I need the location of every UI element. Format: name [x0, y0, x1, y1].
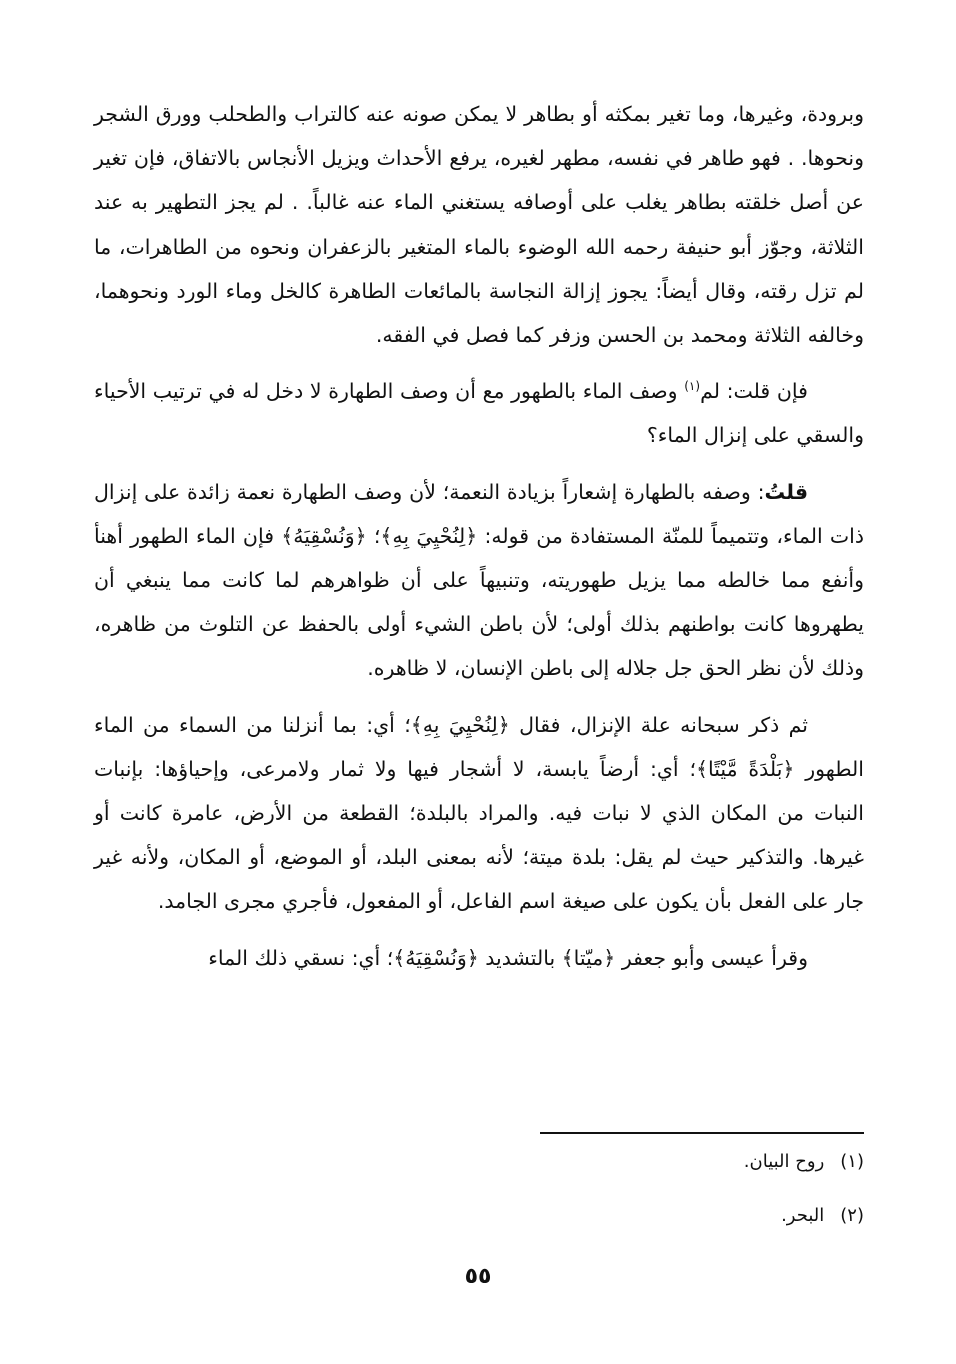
paragraph-5-text-c: ؛ أي: نسقي ذلك الماء	[208, 945, 394, 970]
paragraph-2	[94, 369, 864, 457]
paragraph-3	[94, 470, 864, 691]
paragraph-4-text-b: ؛ أي: بما أنزلنا من السماء من الماء الطهور	[94, 712, 864, 781]
quran-quote: ﴿لِنُحْيِيَ بِهِ﴾	[410, 712, 510, 737]
paragraph-3-text-b: ؛	[366, 523, 381, 548]
paragraph-1	[94, 92, 864, 357]
quran-quote: ﴿ميّتا﴾	[561, 945, 616, 970]
footnote-divider	[540, 1132, 864, 1134]
paragraph-1-text: وبرودة، وغيرها، وما تغير بمكثه أو بطاهر لا يمكن صونه عنه كالتراب والطحلب وورق الشجر ونحوها. . فهو طاهر في نفسه، مطهر لغيره، يرفع الأحداث ويزيل الأنجاس بالاتفاق، فإن تغير عن أصل خلقته بطاهر يغلب على أوصافه يستغني الماء عنه غالباً. . لم يجز التطهير به عند الثلاثة، وجوّز أبو حنيفة رحمه الله الوضوء بالماء المتغير بالزعفران ونحوه من الطاهرات، ما لم تزل رقته، وقال أيضاً: يجوز إزالة النجاسة بالمائعات الطاهرة كالخل وماء الورد ونحوهما، وخالفه الثلاثة ومحمد بن الحسن وزفر كما فصل في الفقه.	[94, 102, 864, 348]
footnote-2	[94, 1200, 864, 1232]
quran-quote: ﴿وَنُسْقِيَهُ﴾	[281, 523, 367, 548]
paragraph-3-lead: قلتُ	[764, 479, 808, 504]
paragraph-4-text-a: ثم ذكر سبحانه علة الإنزال، فقال	[509, 712, 808, 737]
footnotes	[94, 1146, 864, 1254]
footnote-1	[94, 1146, 864, 1178]
footnote-number: (١)	[840, 1151, 864, 1172]
paragraph-5	[94, 936, 864, 980]
paragraph-5-text-a: وقرأ عيسى وأبو جعفر	[615, 945, 808, 970]
page-number: ٥٥	[464, 1264, 492, 1289]
footnote-number: (٢)	[840, 1205, 864, 1226]
paragraph-2-text-b: وصف الماء بالطهور مع أن وصف الطهارة لا دخل له في ترتيب الأحياء والسقي على إنزال الماء؟	[94, 379, 864, 448]
paragraph-5-text-b: بالتشديد	[478, 945, 562, 970]
paragraph-3-text-c: فإن الماء الطهور أهنأ وأنفع مما خالطه مما يزيل طهوريته، وتنبيهاً على أن ظواهرهم لما كانت مما ينبغي أن يطهروها كانت بواطنهم بذلك أولى؛ لأن باطن الشيء أولى بالحفظ عن التلوث من ظاهره، وذلك لأن نظر الحق جل جلاله إلى باطن الإنسان، لا ظاهره.	[94, 523, 864, 681]
paragraph-4	[94, 703, 864, 924]
paragraph-3-text-a: : وصفه بالطهارة إشعاراً بزيادة النعمة؛ لأن وصف الطهارة نعمة زائدة على إنزال ذات الماء، وتتميماً للمنّة المستفادة من قوله:	[94, 479, 864, 548]
paragraph-4-text-c: ؛ أي: أرضاً يابسة، لا أشجار فيها ولا ثمار ولامرعى، وإحياؤها: بإنبات النبات من المكان الذي لا نبات فيه. والمراد بالبلدة؛ القطعة من الأرض، عامرة كانت أو غيرها. والتذكير حيث لم يقل: بلدة ميتة؛ لأنه بمعنى البلد، أو الموضع، أو المكان، ولأنه غير جار على الفعل بأن يكون على صيغة اسم الفاعل، أو المفعول، فأجري مجرى الجامد.	[94, 756, 864, 914]
main-text	[94, 92, 864, 992]
quran-quote: ﴿وَنُسْقِيَهُ﴾	[393, 945, 479, 970]
footnote-ref-1: (١)	[684, 379, 701, 394]
footnote-text: روح البيان.	[743, 1151, 825, 1172]
quran-quote: ﴿بَلْدَةً مَّيْتًا﴾	[695, 756, 795, 781]
footnote-text: البحر.	[781, 1205, 825, 1226]
quran-quote: ﴿لِنُحْيِيَ بِهِ﴾	[380, 523, 478, 548]
paragraph-2-text-a: فإن قلت: لم	[700, 379, 808, 404]
